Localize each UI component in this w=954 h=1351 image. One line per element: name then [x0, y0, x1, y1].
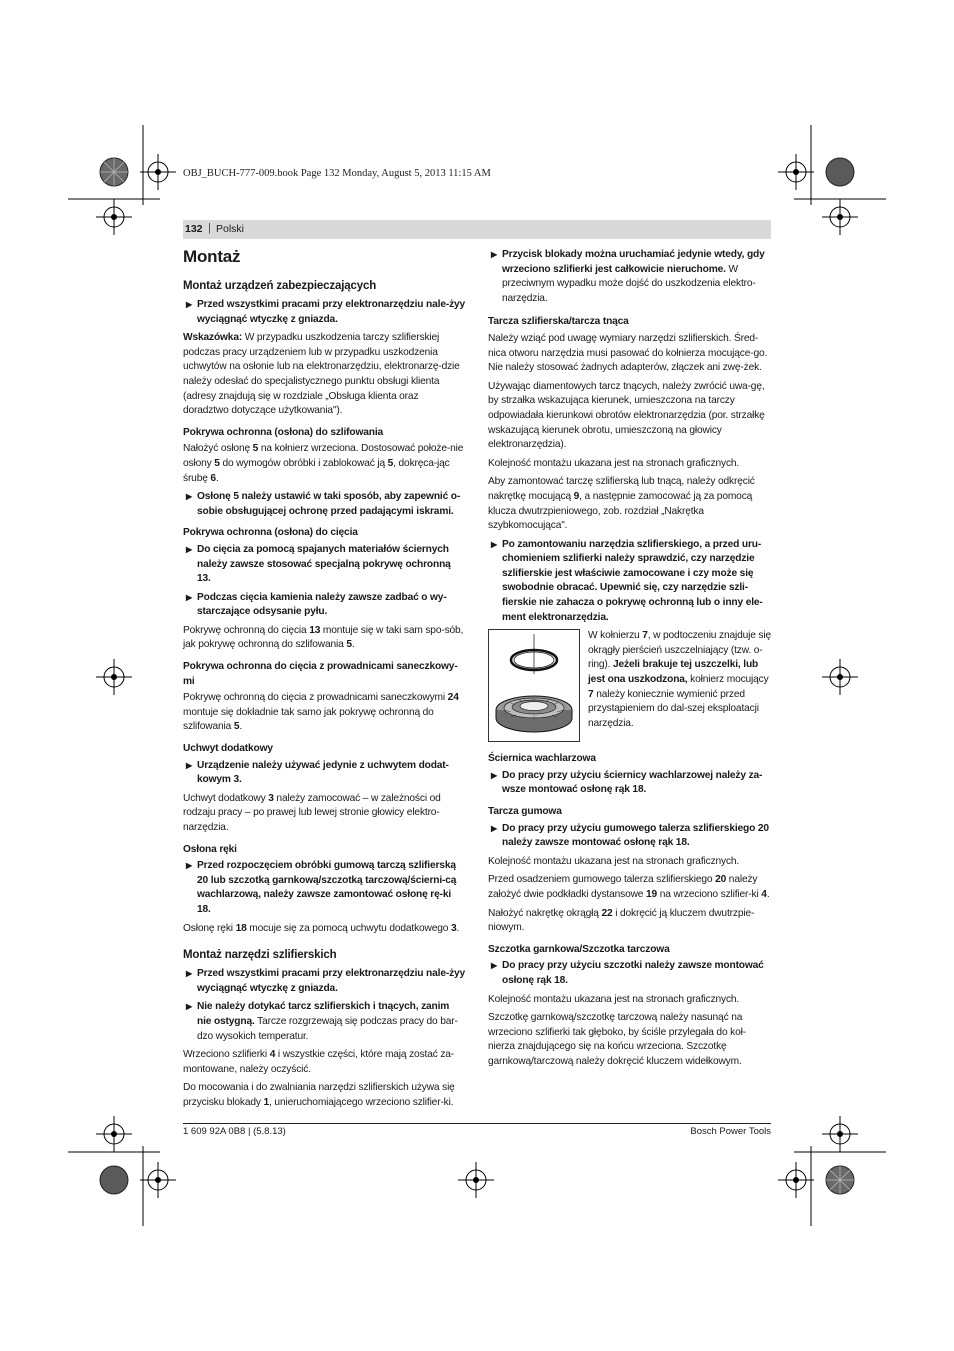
subheading-brush: Szczotka garnkowa/Szczotka tarczowa: [488, 943, 670, 955]
paragraph: Kolejność montażu ukazana jest na stronach graficznych.: [488, 457, 740, 469]
oring-figure-block: [488, 629, 771, 742]
bullet-marker-icon: ▶: [491, 250, 498, 259]
header-language: Polski: [216, 223, 245, 235]
paragraph: Nałożyć nakrętkę okrągłą 22 i dokręcić ją kluczem dwutrzpie-niowym.: [488, 907, 755, 934]
paragraph: Należy wziąć pod uwagę wymiary narzędzi szlifierskich. Śred-nica otworu narzędzia musi pasować do kołnierza mocujące-go. Nie należy stosować żadnych adapterów, złączek ani zwę-żek.: [488, 332, 768, 374]
bullet-marker-icon: ▶: [186, 492, 193, 502]
footer-brand: Bosch Power Tools: [690, 1126, 771, 1137]
flange-oring-illustration: [488, 629, 580, 742]
warning-bullet: ▶ Po zamontowaniu narzędzia szlifierskiego, a przed uru-chomieniem szlifierki należy sprawdzić, czy narzędzie szlifierskie jest właściwie zamocowane i czy może się swobodnie obracać. Upewnić się, czy narzędzie szli-fierskie nie zahacza o pokrywę ochronną lub o inny ele-ment elektronarzędzia.: [488, 538, 771, 626]
warning-bullet: ▶ Do pracy przy użyciu ściernicy wachlarzowej należy za-wsze montować osłonę rąk 18.: [488, 769, 771, 798]
footer-rule: [183, 1123, 771, 1124]
paragraph: Przed osadzeniem gumowego talerza szlifierskiego 20 należy założyć dwie podkładki dystansowe 19 na wrzeciono szlifier-ki 4.: [488, 874, 770, 900]
paragraph: Wrzeciono szlifierki 4 i wszystkie części, które mają zostać za-montowane, należy oczyścić.: [183, 1049, 455, 1075]
paragraph: Kolejność montażu ukazana jest na stronach graficznych.: [488, 993, 740, 1005]
paragraph: Aby zamontować tarczę szlifierską lub tnącą, należy odkręcić nakrętkę mocującą 9, a następnie zamocować ją za pomocą klucza dwutrzpieniowego, zob. rozdział „Nakrętka szybkomocująca".: [488, 476, 755, 532]
subheading-aux-handle: Uchwyt dodatkowy: [183, 743, 273, 755]
right-column: [488, 248, 771, 1074]
paragraph: Nałożyć osłonę 5 na kołnierz wrzeciona. Dostosować położe-nie osłony 5 do wymogów obróbki i zablokować ją 5, dokręca-jąc śrubę 6.: [183, 443, 464, 484]
bullet-marker-icon: ▶: [186, 760, 193, 770]
print-info: OBJ_BUCH-777-009.book Page 132 Monday, August 5, 2013 11:15 AM: [183, 168, 491, 179]
paragraph: Do mocowania i do zwalniania narzędzi szlifierskich używa się przycisku blokady 1, unieruchomiającego wrzeciono szlifier-ki.: [183, 1082, 455, 1108]
flange-oring-icon: [489, 630, 579, 741]
bullet-marker-icon: ▶: [186, 1002, 193, 1012]
warning-bullet: ▶ Do pracy przy użyciu gumowego talerza szlifierskiego 20 należy zawsze montować osłonę rąk 18.: [488, 822, 771, 851]
note-paragraph: Wskazówka: W przypadku uszkodzenia tarczy szlifierskiej podczas pracy urządzeniem lub w przypadku uszkodzenia uchwytów na osłonie lub na elektronarzędziu, elektronarzę-dzie należy odesłać do specjalistycznego punktu obsługi klienta (adresy znajdują się w rozdziale „Obsługa klienta oraz doradztwo dotyczące użytkowania").: [183, 332, 460, 417]
bullet-marker-icon: ▶: [186, 969, 193, 979]
paragraph: Kolejność montażu ukazana jest na stronach graficznych.: [488, 855, 740, 867]
bullet-marker-icon: ▶: [186, 592, 193, 602]
warning-bullet: ▶ Podczas cięcia kamienia należy zawsze zadbać o wy-starczające odsysanie pyłu.: [183, 591, 466, 620]
bullet-marker-icon: ▶: [186, 300, 193, 309]
bullet-marker-icon: ▶: [491, 823, 498, 833]
header-separator: |: [208, 222, 211, 234]
page-number: 132: [185, 223, 203, 235]
footer-doc-number: 1 609 92A 0B8 | (5.8.13): [183, 1126, 286, 1137]
warning-bullet: ▶ Przycisk blokady można uruchamiać jedynie wtedy, gdy wrzeciono szlifierki jest całkowicie nieruchome. W przeciwnym wypadku może dojść do uszkodzenia elektro-narzędzia.: [488, 248, 771, 306]
warning-bullet: ▶ Przed wszystkimi pracami przy elektronarzędziu nale-żyy wyciągnąć wtyczkę z gniazda.: [183, 298, 466, 327]
paragraph: Szczotkę garnkową/szczotkę tarczową należy nasunąć na wrzeciono szlifierki tak głęboko, by ściśle przylegała do koł-nierza znajdującego się na końcu wrzeciona. Szczotkę garnkową/tarczową należy dokręcić kluczem widełkowym.: [488, 1012, 746, 1067]
warning-bullet: ▶ Przed rozpoczęciem obróbki gumową tarczą szlifierską 20 lub szczotką garnkową/szczotką tarczową/ścierni-cą wachlarzową, należy zawsze zamontować osłonę rę-ki 18.: [183, 859, 466, 917]
page-header: [183, 220, 771, 239]
subheading-rubber-disc: Tarcza gumowa: [488, 806, 562, 818]
paragraph: Używając diamentowych tarcz tnących, należy zwrócić uwa-gę, by strzałka wskazująca kierunek, umieszczona na tarczy odpowiadała kierunkowi obrotów elektronarzędzia (por. strzałkę wskazującą kierunek obrotu, umieszczoną na głowicy elektronarzędzia).: [488, 380, 765, 451]
warning-bullet: ▶ Osłonę 5 należy ustawić w taki sposób, aby zapewnić o-sobie obsługującej ochronę przed padającymi iskrami.: [183, 490, 466, 519]
oring-paragraph: W kołnierzu 7, w podtoczeniu znajduje się okrągły pierścień uszczelniający (tzw. o-ring). Jeżeli brakuje tej uszczelki, lub jest ona uszkodzona, kołnierz mocujący 7 należy koniecznie wymienić przed przystąpieniem do dal-szej eksploatacji narzędzia.: [588, 630, 772, 729]
bullet-marker-icon: ▶: [186, 861, 193, 871]
subheading-guide-guard: Pokrywa ochronna do cięcia z prowadnicami saneczkowy-mi: [183, 661, 458, 687]
section-heading-tools: Montaż narzędzi szlifierskich: [183, 949, 337, 962]
paragraph: Uchwyt dodatkowy 3 należy zamocować – w zależności od rodzaju pracy – po prawej lub lewej stronie głowicy elektro-narzędzia.: [183, 792, 441, 833]
warning-bullet: ▶ Przed wszystkimi pracami przy elektronarzędziu nale-żyy wyciągnąć wtyczkę z gniazda.: [183, 967, 466, 996]
bullet-marker-icon: ▶: [186, 544, 193, 554]
bullet-marker-icon: ▶: [491, 770, 498, 780]
warning-bullet: ▶ Do pracy przy użyciu szczotki należy zawsze montować osłonę rąk 18.: [488, 959, 771, 988]
subheading-grinding-guard: Pokrywa ochronna (osłona) do szlifowania: [183, 426, 384, 438]
subheading-cutting-guard: Pokrywa ochronna (osłona) do cięcia: [183, 527, 358, 539]
section-heading-safety: Montaż urządzeń zabezpieczających: [183, 280, 377, 292]
subheading-flap-disc: Ściernica wachlarzowa: [488, 753, 596, 765]
left-column: [183, 246, 466, 1115]
paragraph: Osłonę ręki 18 mocuje się za pomocą uchwytu dodatkowego 3.: [183, 922, 460, 934]
warning-bullet: ▶ Do cięcia za pomocą spajanych materiałów ściernych należy zawsze stosować specjalną pokrywę ochronną 13.: [183, 543, 466, 587]
bullet-marker-icon: ▶: [491, 539, 498, 549]
paragraph: Pokrywę ochronną do cięcia 13 montuje się w taki sam spo-sób, jak pokrywę ochronną do szlifowania 5.: [183, 624, 464, 651]
warning-bullet: ▶ Nie należy dotykać tarcz szlifierskich i tnących, zanim nie ostygną. Tarcze rozgrzewają się podczas pracy do bar-dzo wysokich temperatur.: [183, 1000, 466, 1044]
bullet-marker-icon: ▶: [491, 961, 498, 971]
paragraph: Pokrywę ochronną do cięcia z prowadnicami saneczkowymi 24 montuje się dokładnie tak samo jak pokrywę ochronną do szlifowania 5.: [183, 692, 459, 733]
warning-bullet: ▶ Urządzenie należy używać jedynie z uchwytem dodat-kowym 3.: [183, 759, 466, 788]
subheading-grinding-disc: Tarcza szlifierska/tarcza tnąca: [488, 316, 629, 328]
page-title: Montaż: [183, 247, 241, 266]
subheading-hand-guard: Osłona ręki: [183, 843, 237, 855]
